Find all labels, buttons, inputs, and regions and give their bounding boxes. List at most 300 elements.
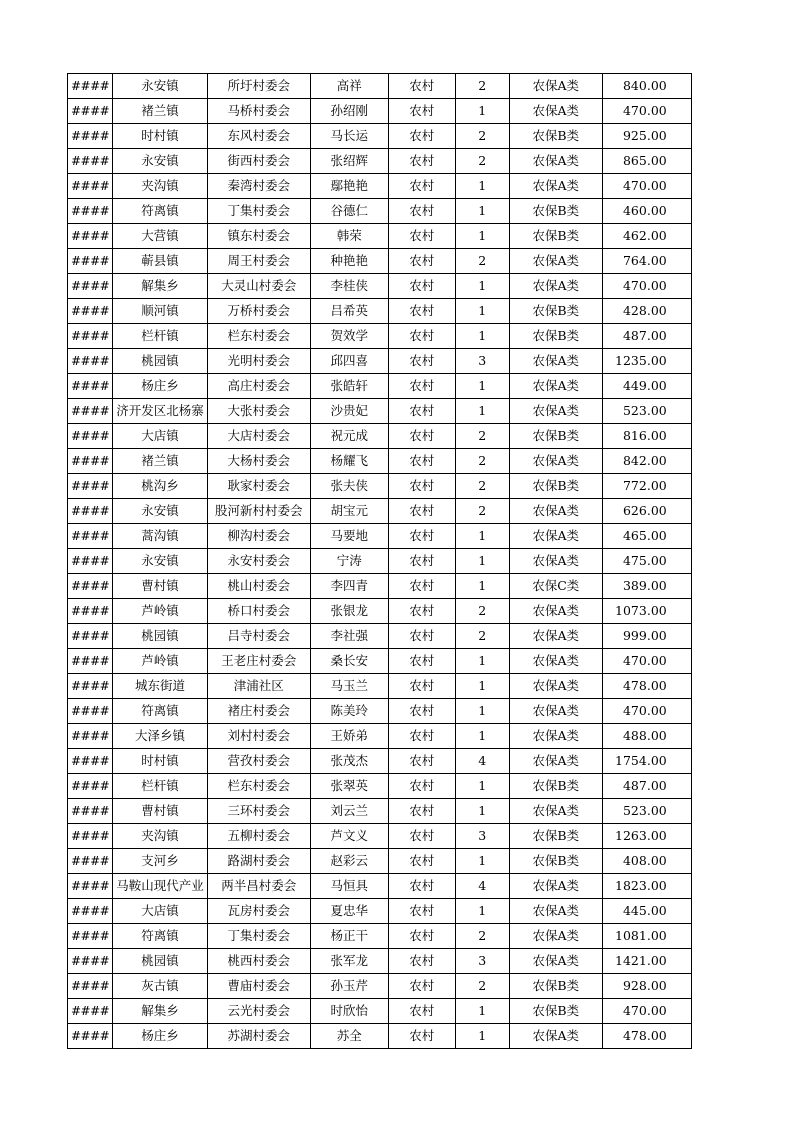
amount-cell: 478.00 (602, 1024, 691, 1049)
table-row (68, 399, 692, 424)
table-row (68, 224, 692, 249)
type-cell: 农保A类 (509, 924, 602, 949)
village-cell: 栏东村委会 (207, 324, 310, 349)
amount-cell: 928.00 (602, 974, 691, 999)
table-row (68, 249, 692, 274)
amount-cell: 840.00 (602, 74, 691, 99)
town-cell: 时村镇 (113, 124, 208, 149)
area-cell: 农村 (388, 149, 455, 174)
area-cell: 农村 (388, 274, 455, 299)
village-cell: 镇东村委会 (207, 224, 310, 249)
type-cell: 农保B类 (509, 849, 602, 874)
count-cell: 2 (455, 599, 509, 624)
amount-cell: 764.00 (602, 249, 691, 274)
count-cell: 1 (455, 549, 509, 574)
amount-cell: 470.00 (602, 699, 691, 724)
table-row (68, 499, 692, 524)
town-cell: 芦岭镇 (113, 599, 208, 624)
id-cell: #### (68, 349, 113, 374)
type-cell: 农保A类 (509, 624, 602, 649)
town-cell: 桃沟乡 (113, 474, 208, 499)
amount-cell: 470.00 (602, 999, 691, 1024)
table-row (68, 524, 692, 549)
table-row (68, 949, 692, 974)
count-cell: 2 (455, 474, 509, 499)
area-cell: 农村 (388, 774, 455, 799)
village-cell: 大杨村委会 (207, 449, 310, 474)
id-cell: #### (68, 499, 113, 524)
name-cell: 张绍辉 (310, 149, 388, 174)
id-cell: #### (68, 599, 113, 624)
amount-cell: 428.00 (602, 299, 691, 324)
area-cell: 农村 (388, 974, 455, 999)
village-cell: 大灵山村委会 (207, 274, 310, 299)
name-cell: 陈美玲 (310, 699, 388, 724)
village-cell: 耿家村委会 (207, 474, 310, 499)
table-row (68, 424, 692, 449)
village-cell: 所圩村委会 (207, 74, 310, 99)
town-cell: 杨庄乡 (113, 374, 208, 399)
town-cell: 蒿沟镇 (113, 524, 208, 549)
area-cell: 农村 (388, 624, 455, 649)
table-row (68, 974, 692, 999)
table-row (68, 699, 692, 724)
count-cell: 1 (455, 99, 509, 124)
id-cell: #### (68, 749, 113, 774)
town-cell: 栏杆镇 (113, 324, 208, 349)
area-cell: 农村 (388, 874, 455, 899)
amount-cell: 488.00 (602, 724, 691, 749)
village-cell: 曹庙村委会 (207, 974, 310, 999)
area-cell: 农村 (388, 899, 455, 924)
amount-cell: 487.00 (602, 774, 691, 799)
table-row (68, 874, 692, 899)
name-cell: 张茂杰 (310, 749, 388, 774)
table-row (68, 99, 692, 124)
name-cell: 芦文义 (310, 824, 388, 849)
table-row (68, 649, 692, 674)
village-cell: 苏湖村委会 (207, 1024, 310, 1049)
area-cell: 农村 (388, 474, 455, 499)
table-row (68, 199, 692, 224)
count-cell: 1 (455, 299, 509, 324)
name-cell: 邱四喜 (310, 349, 388, 374)
count-cell: 4 (455, 874, 509, 899)
type-cell: 农保B类 (509, 774, 602, 799)
name-cell: 种艳艳 (310, 249, 388, 274)
table-row (68, 549, 692, 574)
amount-cell: 816.00 (602, 424, 691, 449)
count-cell: 2 (455, 449, 509, 474)
type-cell: 农保B类 (509, 299, 602, 324)
amount-cell: 1081.00 (602, 924, 691, 949)
name-cell: 沙贵妃 (310, 399, 388, 424)
type-cell: 农保C类 (509, 574, 602, 599)
amount-cell: 445.00 (602, 899, 691, 924)
count-cell: 1 (455, 199, 509, 224)
count-cell: 2 (455, 624, 509, 649)
data-table (67, 73, 692, 1049)
town-cell: 符离镇 (113, 699, 208, 724)
village-cell: 东风村委会 (207, 124, 310, 149)
village-cell: 周王村委会 (207, 249, 310, 274)
village-cell: 王老庄村委会 (207, 649, 310, 674)
id-cell: #### (68, 999, 113, 1024)
count-cell: 1 (455, 399, 509, 424)
id-cell: #### (68, 774, 113, 799)
table-row (68, 599, 692, 624)
area-cell: 农村 (388, 699, 455, 724)
area-cell: 农村 (388, 374, 455, 399)
area-cell: 农村 (388, 299, 455, 324)
amount-cell: 470.00 (602, 649, 691, 674)
id-cell: #### (68, 1024, 113, 1049)
name-cell: 谷德仁 (310, 199, 388, 224)
count-cell: 1 (455, 699, 509, 724)
name-cell: 孙绍刚 (310, 99, 388, 124)
town-cell: 永安镇 (113, 499, 208, 524)
name-cell: 李四青 (310, 574, 388, 599)
area-cell: 农村 (388, 549, 455, 574)
id-cell: #### (68, 699, 113, 724)
id-cell: #### (68, 899, 113, 924)
town-cell: 灰古镇 (113, 974, 208, 999)
id-cell: #### (68, 549, 113, 574)
area-cell: 农村 (388, 574, 455, 599)
id-cell: #### (68, 974, 113, 999)
amount-cell: 470.00 (602, 174, 691, 199)
name-cell: 马恒具 (310, 874, 388, 899)
area-cell: 农村 (388, 324, 455, 349)
town-cell: 芦岭镇 (113, 649, 208, 674)
table-row (68, 749, 692, 774)
table-row (68, 449, 692, 474)
id-cell: #### (68, 74, 113, 99)
type-cell: 农保A类 (509, 274, 602, 299)
amount-cell: 999.00 (602, 624, 691, 649)
type-cell: 农保A类 (509, 499, 602, 524)
count-cell: 3 (455, 349, 509, 374)
type-cell: 农保A类 (509, 374, 602, 399)
id-cell: #### (68, 249, 113, 274)
amount-cell: 465.00 (602, 524, 691, 549)
type-cell: 农保B类 (509, 424, 602, 449)
table-row (68, 274, 692, 299)
town-cell: 城东街道 (113, 674, 208, 699)
count-cell: 1 (455, 274, 509, 299)
village-cell: 栏东村委会 (207, 774, 310, 799)
type-cell: 农保A类 (509, 524, 602, 549)
area-cell: 农村 (388, 949, 455, 974)
type-cell: 农保A类 (509, 399, 602, 424)
name-cell: 宁涛 (310, 549, 388, 574)
town-cell: 时村镇 (113, 749, 208, 774)
town-cell: 桃园镇 (113, 349, 208, 374)
count-cell: 2 (455, 74, 509, 99)
table-row (68, 824, 692, 849)
type-cell: 农保B类 (509, 199, 602, 224)
area-cell: 农村 (388, 1024, 455, 1049)
table-row (68, 1024, 692, 1049)
type-cell: 农保A类 (509, 799, 602, 824)
village-cell: 津浦社区 (207, 674, 310, 699)
area-cell: 农村 (388, 749, 455, 774)
village-cell: 高庄村委会 (207, 374, 310, 399)
type-cell: 农保A类 (509, 949, 602, 974)
id-cell: #### (68, 224, 113, 249)
town-cell: 夹沟镇 (113, 174, 208, 199)
name-cell: 杨耀飞 (310, 449, 388, 474)
village-cell: 丁集村委会 (207, 199, 310, 224)
table-row (68, 324, 692, 349)
town-cell: 蕲县镇 (113, 249, 208, 274)
village-cell: 马桥村委会 (207, 99, 310, 124)
village-cell: 股河新村村委会 (207, 499, 310, 524)
count-cell: 2 (455, 249, 509, 274)
name-cell: 桑长安 (310, 649, 388, 674)
amount-cell: 523.00 (602, 399, 691, 424)
count-cell: 1 (455, 224, 509, 249)
town-cell: 顺河镇 (113, 299, 208, 324)
town-cell: 曹村镇 (113, 799, 208, 824)
town-cell: 永安镇 (113, 549, 208, 574)
village-cell: 万桥村委会 (207, 299, 310, 324)
type-cell: 农保A类 (509, 874, 602, 899)
id-cell: #### (68, 424, 113, 449)
town-cell: 褚兰镇 (113, 99, 208, 124)
type-cell: 农保A类 (509, 449, 602, 474)
amount-cell: 1421.00 (602, 949, 691, 974)
area-cell: 农村 (388, 124, 455, 149)
area-cell: 农村 (388, 724, 455, 749)
type-cell: 农保A类 (509, 899, 602, 924)
amount-cell: 772.00 (602, 474, 691, 499)
amount-cell: 1754.00 (602, 749, 691, 774)
amount-cell: 1263.00 (602, 824, 691, 849)
area-cell: 农村 (388, 999, 455, 1024)
type-cell: 农保B类 (509, 124, 602, 149)
id-cell: #### (68, 724, 113, 749)
type-cell: 农保B类 (509, 474, 602, 499)
area-cell: 农村 (388, 74, 455, 99)
table-row (68, 149, 692, 174)
id-cell: #### (68, 449, 113, 474)
name-cell: 张皓轩 (310, 374, 388, 399)
village-cell: 云光村委会 (207, 999, 310, 1024)
count-cell: 2 (455, 924, 509, 949)
count-cell: 2 (455, 149, 509, 174)
id-cell: #### (68, 649, 113, 674)
town-cell: 桃园镇 (113, 624, 208, 649)
table-body (68, 74, 692, 1049)
area-cell: 农村 (388, 499, 455, 524)
id-cell: #### (68, 824, 113, 849)
area-cell: 农村 (388, 849, 455, 874)
count-cell: 1 (455, 324, 509, 349)
name-cell: 胡宝元 (310, 499, 388, 524)
count-cell: 4 (455, 749, 509, 774)
table-row (68, 999, 692, 1024)
id-cell: #### (68, 149, 113, 174)
name-cell: 张夫侠 (310, 474, 388, 499)
village-cell: 桥口村委会 (207, 599, 310, 624)
id-cell: #### (68, 949, 113, 974)
id-cell: #### (68, 624, 113, 649)
village-cell: 瓦房村委会 (207, 899, 310, 924)
name-cell: 马玉兰 (310, 674, 388, 699)
table-row (68, 674, 692, 699)
id-cell: #### (68, 199, 113, 224)
type-cell: 农保B类 (509, 974, 602, 999)
table-row (68, 174, 692, 199)
type-cell: 农保A类 (509, 1024, 602, 1049)
id-cell: #### (68, 99, 113, 124)
town-cell: 解集乡 (113, 999, 208, 1024)
area-cell: 农村 (388, 799, 455, 824)
name-cell: 孙玉芹 (310, 974, 388, 999)
name-cell: 韩荣 (310, 224, 388, 249)
village-cell: 大店村委会 (207, 424, 310, 449)
town-cell: 马鞍山现代产业 (113, 874, 208, 899)
name-cell: 赵彩云 (310, 849, 388, 874)
area-cell: 农村 (388, 424, 455, 449)
type-cell: 农保A类 (509, 549, 602, 574)
type-cell: 农保A类 (509, 674, 602, 699)
amount-cell: 389.00 (602, 574, 691, 599)
village-cell: 柳沟村委会 (207, 524, 310, 549)
type-cell: 农保B类 (509, 324, 602, 349)
village-cell: 桃山村委会 (207, 574, 310, 599)
id-cell: #### (68, 849, 113, 874)
id-cell: #### (68, 524, 113, 549)
count-cell: 2 (455, 424, 509, 449)
table-row (68, 924, 692, 949)
name-cell: 苏全 (310, 1024, 388, 1049)
amount-cell: 523.00 (602, 799, 691, 824)
type-cell: 农保A类 (509, 349, 602, 374)
id-cell: #### (68, 924, 113, 949)
id-cell: #### (68, 574, 113, 599)
village-cell: 五柳村委会 (207, 824, 310, 849)
amount-cell: 470.00 (602, 274, 691, 299)
count-cell: 2 (455, 124, 509, 149)
count-cell: 1 (455, 799, 509, 824)
type-cell: 农保A类 (509, 699, 602, 724)
id-cell: #### (68, 374, 113, 399)
name-cell: 张银龙 (310, 599, 388, 624)
amount-cell: 626.00 (602, 499, 691, 524)
village-cell: 营孜村委会 (207, 749, 310, 774)
count-cell: 2 (455, 974, 509, 999)
table-row (68, 349, 692, 374)
id-cell: #### (68, 274, 113, 299)
table-row (68, 724, 692, 749)
table-row (68, 299, 692, 324)
table-row (68, 124, 692, 149)
count-cell: 1 (455, 999, 509, 1024)
count-cell: 1 (455, 724, 509, 749)
area-cell: 农村 (388, 924, 455, 949)
amount-cell: 460.00 (602, 199, 691, 224)
village-cell: 三环村委会 (207, 799, 310, 824)
village-cell: 吕寺村委会 (207, 624, 310, 649)
name-cell: 张军龙 (310, 949, 388, 974)
count-cell: 1 (455, 574, 509, 599)
area-cell: 农村 (388, 524, 455, 549)
area-cell: 农村 (388, 649, 455, 674)
village-cell: 秦湾村委会 (207, 174, 310, 199)
type-cell: 农保A类 (509, 749, 602, 774)
type-cell: 农保A类 (509, 249, 602, 274)
count-cell: 1 (455, 374, 509, 399)
table-row (68, 574, 692, 599)
table-row (68, 374, 692, 399)
count-cell: 1 (455, 849, 509, 874)
count-cell: 1 (455, 649, 509, 674)
village-cell: 褚庄村委会 (207, 699, 310, 724)
area-cell: 农村 (388, 599, 455, 624)
type-cell: 农保A类 (509, 599, 602, 624)
town-cell: 大泽乡镇 (113, 724, 208, 749)
town-cell: 符离镇 (113, 924, 208, 949)
amount-cell: 925.00 (602, 124, 691, 149)
name-cell: 贺效学 (310, 324, 388, 349)
village-cell: 光明村委会 (207, 349, 310, 374)
id-cell: #### (68, 399, 113, 424)
town-cell: 曹村镇 (113, 574, 208, 599)
town-cell: 夹沟镇 (113, 824, 208, 849)
area-cell: 农村 (388, 399, 455, 424)
town-cell: 永安镇 (113, 74, 208, 99)
town-cell: 褚兰镇 (113, 449, 208, 474)
type-cell: 农保A类 (509, 724, 602, 749)
id-cell: #### (68, 124, 113, 149)
amount-cell: 1823.00 (602, 874, 691, 899)
amount-cell: 478.00 (602, 674, 691, 699)
id-cell: #### (68, 674, 113, 699)
type-cell: 农保B类 (509, 824, 602, 849)
area-cell: 农村 (388, 199, 455, 224)
name-cell: 夏忠华 (310, 899, 388, 924)
village-cell: 大张村委会 (207, 399, 310, 424)
name-cell: 鄢艳艳 (310, 174, 388, 199)
amount-cell: 1235.00 (602, 349, 691, 374)
town-cell: 永安镇 (113, 149, 208, 174)
town-cell: 符离镇 (113, 199, 208, 224)
table-row (68, 899, 692, 924)
amount-cell: 449.00 (602, 374, 691, 399)
name-cell: 刘云兰 (310, 799, 388, 824)
count-cell: 2 (455, 499, 509, 524)
name-cell: 王娇弟 (310, 724, 388, 749)
count-cell: 1 (455, 674, 509, 699)
count-cell: 1 (455, 174, 509, 199)
village-cell: 永安村委会 (207, 549, 310, 574)
village-cell: 桃西村委会 (207, 949, 310, 974)
area-cell: 农村 (388, 99, 455, 124)
count-cell: 3 (455, 949, 509, 974)
table-row (68, 774, 692, 799)
amount-cell: 462.00 (602, 224, 691, 249)
name-cell: 吕希英 (310, 299, 388, 324)
village-cell: 两半昌村委会 (207, 874, 310, 899)
area-cell: 农村 (388, 674, 455, 699)
amount-cell: 475.00 (602, 549, 691, 574)
village-cell: 丁集村委会 (207, 924, 310, 949)
amount-cell: 1073.00 (602, 599, 691, 624)
town-cell: 栏杆镇 (113, 774, 208, 799)
id-cell: #### (68, 299, 113, 324)
